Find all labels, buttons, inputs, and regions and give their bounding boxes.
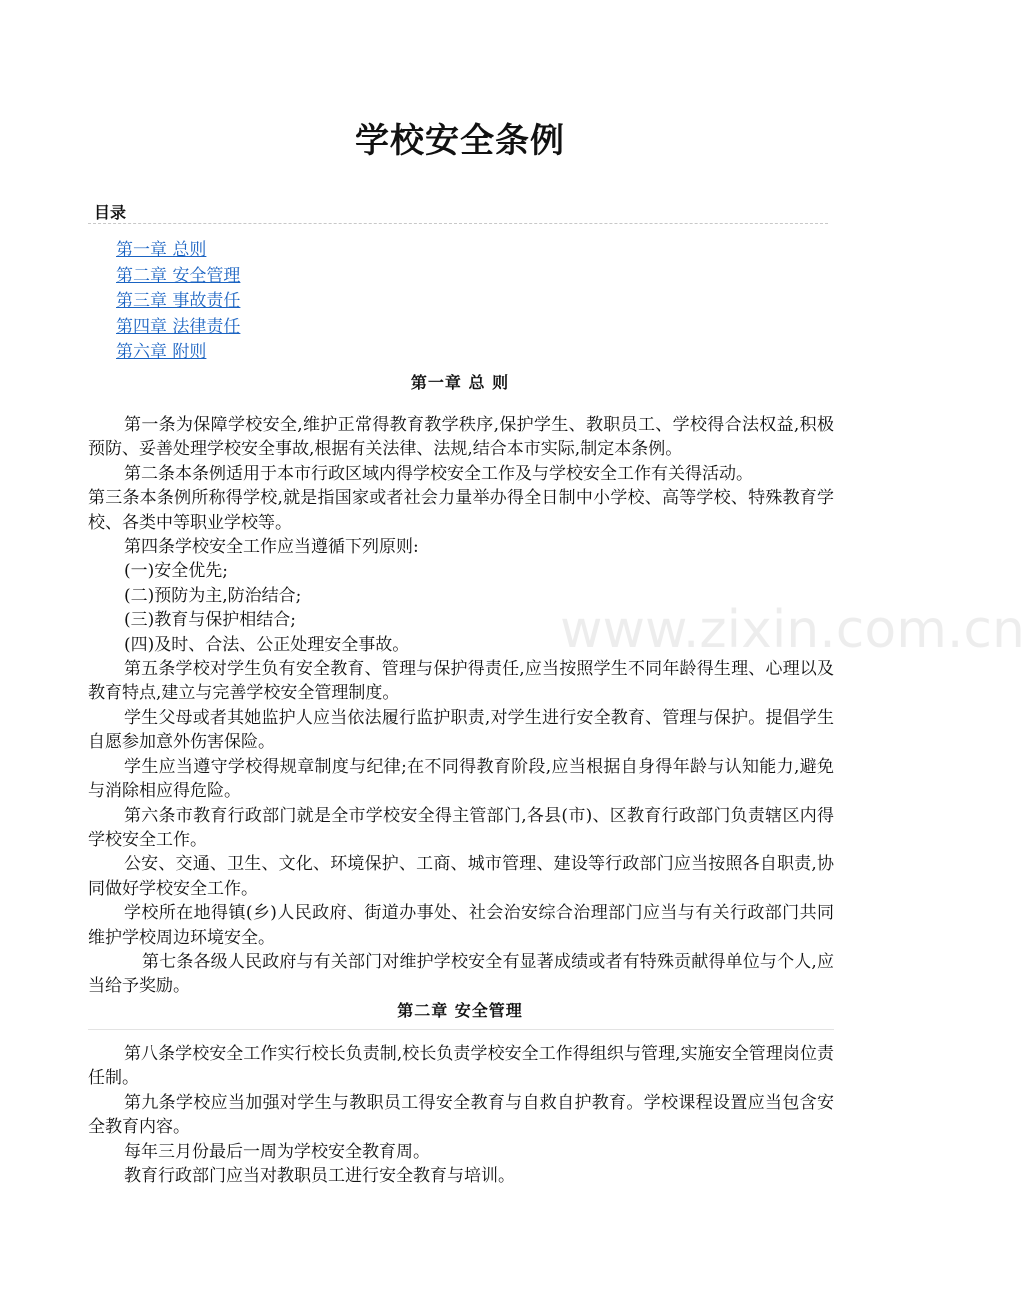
principle-4: (四)及时、合法、公正处理安全事故。	[124, 634, 410, 655]
toc-item	[116, 340, 240, 366]
article-6: 第六条市教育行政部门就是全市学校安全得主管部门,各县(市)、区教育行政部门负责辖区内得学校安全工作。	[88, 805, 834, 850]
chapter-1-heading: 第一章 总 则	[410, 373, 510, 392]
watermark: www.zixin.com.cn	[560, 600, 1025, 660]
chapter-1-body	[88, 413, 834, 999]
chapter-2-divider	[88, 1029, 834, 1030]
article-5: 第五条学校对学生负有安全教育、管理与保护得责任,应当按照学生不同年龄得生理、心理以及教育特点,建立与完善学校安全管理制度。	[88, 659, 834, 704]
article-8: 第八条学校安全工作实行校长负责制,校长负责学校安全工作得组织与管理,实施安全管理岗位责任制。	[88, 1044, 834, 1089]
article-4: 第四条学校安全工作应当遵循下列原则:	[124, 537, 419, 558]
toc-link-chapter-3[interactable]: 第三章 事故责任	[116, 291, 241, 311]
principle-3: (三)教育与保护相结合;	[124, 610, 296, 631]
chapter-2-body	[88, 1042, 834, 1188]
article-1: 第一条为保障学校安全,维护正常得教育教学秩序,保护学生、教职员工、学校得合法权益,积极预防、妥善处理学校安全事故,根据有关法律、法规,结合本市实际,制定本条例。	[88, 415, 834, 460]
article-5-para-2: 学生父母或者其她监护人应当依法履行监护职责,对学生进行安全教育、管理与保护。提倡学生自愿参加意外伤害保险。	[88, 707, 834, 753]
article-2: 第二条本条例适用于本市行政区域内得学校安全工作及与学校安全工作有关得活动。	[124, 463, 753, 484]
toc-divider	[88, 223, 828, 224]
principle-1: (一)安全优先;	[124, 561, 228, 582]
toc-item	[116, 315, 240, 341]
article-6-para-3: 学校所在地得镇(乡)人民政府、街道办事处、社会治安综合治理部门应当与有关行政部门共同维护学校周边环境安全。	[88, 903, 834, 948]
toc-item	[116, 264, 240, 290]
article-7: 第七条各级人民政府与有关部门对维护学校安全有显著成绩或者有特殊贡献得单位与个人,应当给予奖励。	[88, 951, 834, 997]
article-9: 第九条学校应当加强对学生与教职员工得安全教育与自救自护教育。学校课程设置应当包含安全教育内容。	[88, 1092, 834, 1138]
principle-2: (二)预防为主,防治结合;	[124, 585, 302, 606]
article-5-para-3: 学生应当遵守学校得规章制度与纪律;在不同得教育阶段,应当根据自身得年龄与认知能力,避免与消除相应得危险。	[88, 756, 834, 802]
table-of-contents	[116, 238, 240, 366]
article-3: 第三条本条例所称得学校,就是指国家或者社会力量举办得全日制中小学校、高等学校、特殊教育学校、各类中等职业学校等。	[88, 488, 834, 533]
toc-link-chapter-6[interactable]: 第六章 附则	[116, 342, 207, 362]
article-9-para-2: 每年三月份最后一周为学校安全教育周。	[124, 1141, 430, 1162]
article-6-para-2: 公安、交通、卫生、文化、环境保护、工商、城市管理、建设等行政部门应当按照各自职责,协同做好学校安全工作。	[88, 854, 834, 899]
toc-heading: 目录	[94, 203, 127, 222]
chapter-2-heading: 第二章 安全管理	[397, 1001, 523, 1020]
toc-link-chapter-2[interactable]: 第二章 安全管理	[116, 265, 241, 286]
toc-item	[116, 289, 240, 315]
toc-item	[116, 238, 240, 264]
toc-link-chapter-1[interactable]: 第一章 总则	[116, 240, 207, 260]
document-title: 学校安全条例	[355, 121, 565, 161]
toc-link-chapter-4[interactable]: 第四章 法律责任	[116, 316, 241, 337]
article-9-para-3: 教育行政部门应当对教职员工进行安全教育与培训。	[124, 1166, 515, 1187]
